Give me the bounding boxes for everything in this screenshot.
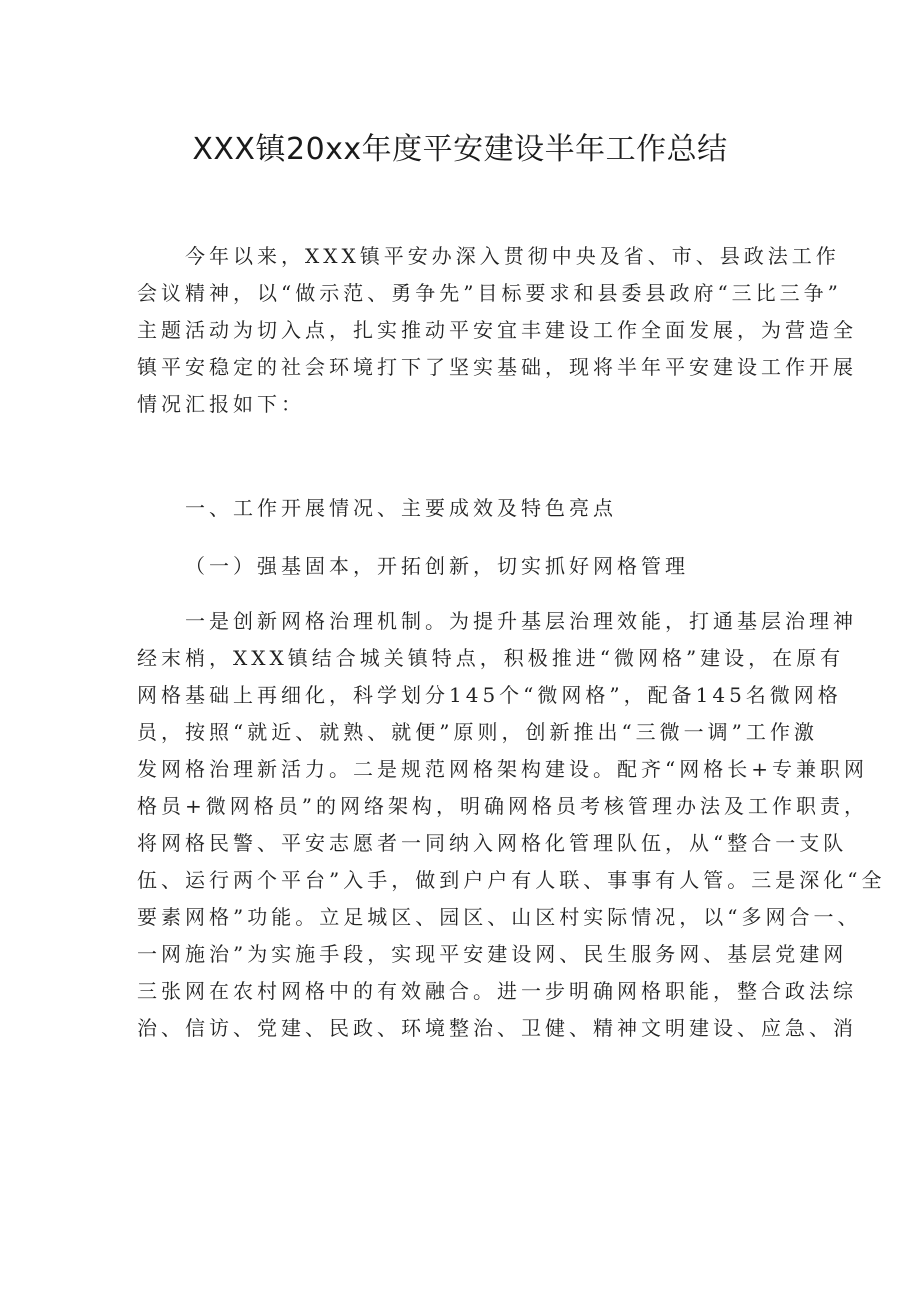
body-line-12: 治、信访、党建、民政、环境整治、卫健、精神文明建设、应急、消	[137, 1016, 857, 1040]
body-line-8: 伍、运行两个平台”入手，做到户户有人联、事事有人管。三是深化“全	[137, 868, 886, 892]
document-title: XXX镇20xx年度平安建设半年工作总结	[192, 132, 728, 167]
section-heading	[137, 490, 797, 527]
intro-line-2: 会议精神，以“做示范、勇争先”目标要求和县委县政府“三比三争”	[137, 281, 842, 305]
body-line-1: 一是创新网格治理机制。为提升基层治理效能，打通基层治理神	[185, 609, 857, 633]
body-line-7: 将网格民警、平安志愿者一同纳入网格化管理队伍，从“整合一支队	[137, 831, 848, 855]
body-line-3: 网格基础上再细化，科学划分145个“微网格”，配备145名微网格	[137, 683, 842, 707]
intro-line-5: 情况汇报如下：	[137, 392, 305, 416]
body-line-4: 员，按照“就近、就熟、就便”原则，创新推出“三微一调”工作激	[137, 720, 818, 744]
intro-paragraph	[137, 238, 857, 423]
section-heading-text: 一、工作开展情况、主要成效及特色亮点	[185, 496, 617, 520]
body-line-11: 三张网在农村网格中的有效融合。进一步明确网格职能，整合政法综	[137, 979, 857, 1003]
body-line-5: 发网格治理新活力。二是规范网格架构建设。配齐“网格长+专兼职网	[137, 757, 868, 781]
intro-line-3: 主题活动为切入点，扎实推动平安宜丰建设工作全面发展，为营造全	[137, 318, 857, 342]
body-line-6: 格员+微网格员”的网络架构，明确网格员考核管理办法及工作职责，	[137, 794, 868, 818]
body-line-9: 要素网格”功能。立足城区、园区、山区村实际情况，以“多网合一、	[137, 905, 862, 929]
intro-line-1: 今年以来，XXX镇平安办深入贯彻中央及省、市、县政法工作	[185, 244, 840, 268]
subsection-heading-text: （一）强基固本，开拓创新，切实抓好网格管理	[185, 554, 689, 578]
body-line-2: 经末梢，XXX镇结合城关镇特点，积极推进“微网格”建设，在原有	[137, 646, 845, 670]
body-line-10: 一网施治”为实施手段，实现平安建设网、民生服务网、基层党建网	[137, 942, 848, 966]
intro-line-4: 镇平安稳定的社会环境打下了坚实基础，现将半年平安建设工作开展	[137, 355, 857, 379]
subsection-heading	[137, 548, 797, 585]
grid-management-paragraph	[137, 603, 886, 1047]
